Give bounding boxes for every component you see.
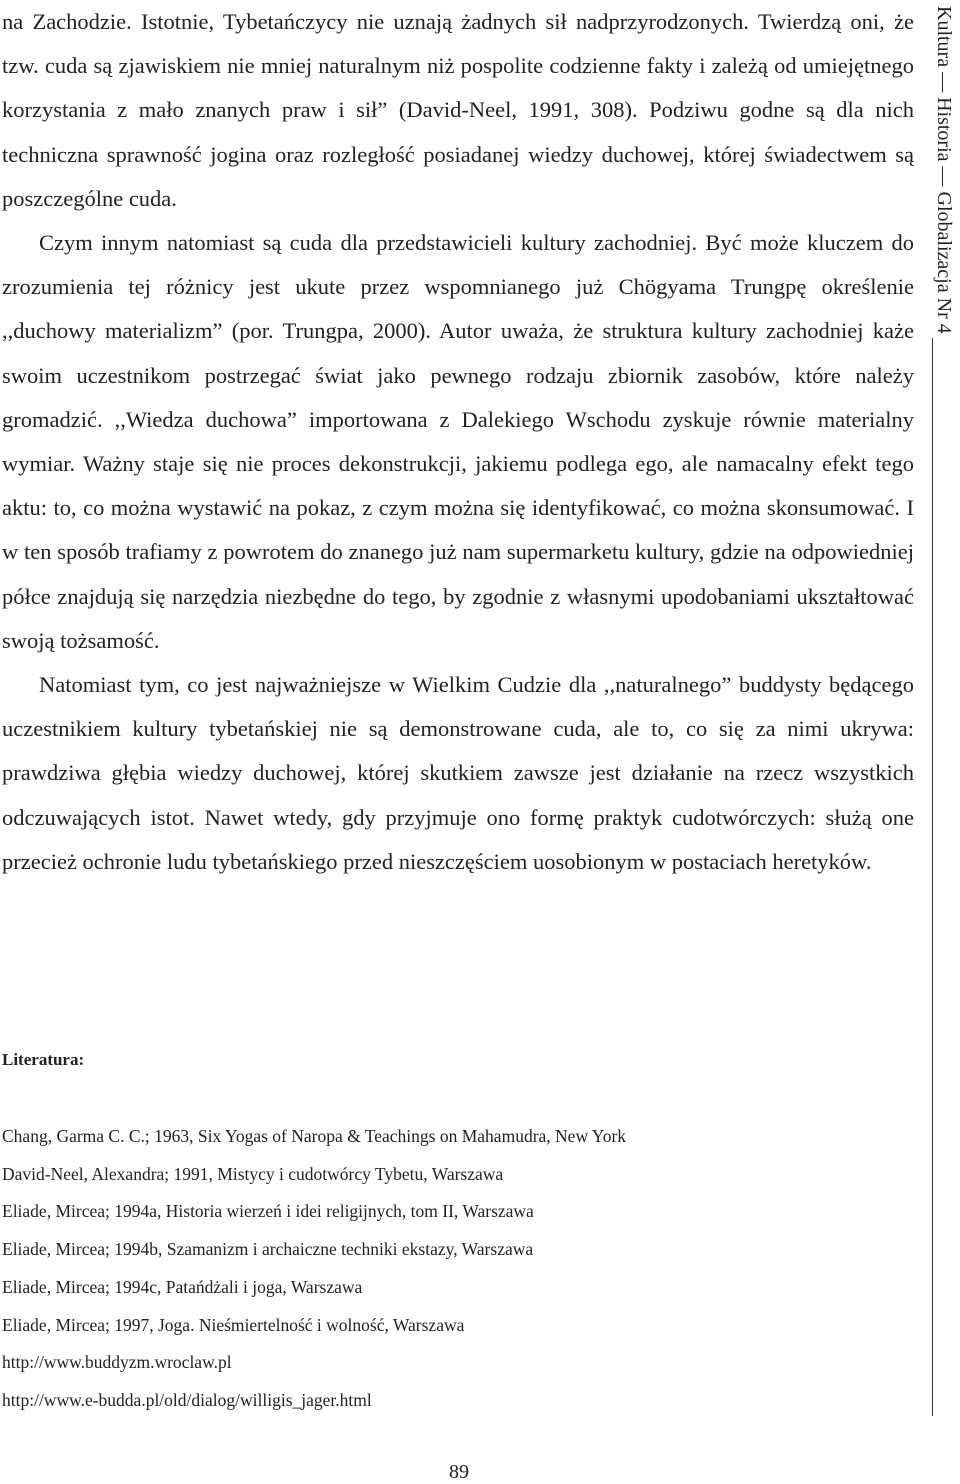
bibliography-link[interactable]: http://www.buddyzm.wroclaw.pl (2, 1352, 232, 1373)
paragraph-2: Czym innym natomiast są cuda dla przedstawicieli kultury zachodniej. Być może kluczem do zrozumienia tej różnicy jest ukute przez wspomnianego już Chögyama Trungpę określenie ,,duchowy materializm” (por. Trungpa, 2000). Autor uważa, że struktura kultury zachodniej każe swoim uczestnikom postrzegać świat jako pewnego rodzaju zbiornik zasobów, które należy gromadzić. ,,Wiedza duchowa” importowana z Dalekiego Wschodu zyskuje równie materialny wymiar. Ważny staje się nie proces dekonstrukcji, jakiemu podlega ego, ale namacalny efekt tego aktu: to, co można wystawić na pokaz, z czym można się identyfikować, co można skonsumować. I w ten sposób trafiamy z powrotem do znanego już nam supermarketu kultury, gdzie na odpowiedniej półce znajdują się narzędzia niezbędne do tego, by zgodnie z własnymi upodobaniami ukształtować swoją tożsamość. (2, 230, 914, 653)
bibliography-entry: David-Neel, Alexandra; 1991, Mistycy i cudotwórcy Tybetu, Warszawa (2, 1163, 504, 1184)
bibliography-entry: Eliade, Mircea; 1994c, Patańdżali i joga, Warszawa (2, 1276, 363, 1297)
bibliography-list (2, 1118, 882, 1420)
bibliography-entry: Chang, Garma C. C.; 1963, Six Yogas of Naropa & Teachings on Mahamudra, New York (2, 1126, 627, 1146)
bibliography-entry: Eliade, Mircea; 1994b, Szamanizm i archaiczne techniki ekstazy, Warszawa (2, 1239, 534, 1260)
paragraph-3: Natomiast tym, co jest najważniejsze w Wielkim Cudzie dla ,,naturalnego” buddysty będącego uczestnikiem kultury tybetańskiej nie są demonstrowane cuda, ale to, co się za nimi ukrywa: prawdziwa głębia wiedzy duchowej, której skutkiem zawsze jest działanie na rzecz wszystkich odczuwających istot. Nawet wtedy, gdy przyjmuje ono formę praktyk cudotwórczych: służą one przecież ochronie ludu tybetańskiego przed nieszczęściem uosobionym w postaciach heretyków. (2, 672, 914, 874)
bibliography-heading: Literatura: (2, 1050, 85, 1069)
paragraph-1: na Zachodzie. Istotnie, Tybetańczycy nie uznają żadnych sił nadprzyrodzonych. Twierdzą oni, że tzw. cuda są zjawiskiem nie mniej naturalnym niż pospolite codzienne fakty i zależą od umiejętnego korzystania z mało znanych praw i sił” (David-Neel, 1991, 308). Podziwu godne są dla nich techniczna sprawność jogina oraz rozległość posiadanej wiedzy duchowej, której świadectwem są poszczególne cuda. (2, 9, 914, 211)
page-number: 89 (449, 1461, 469, 1483)
running-head (930, 6, 958, 1416)
bibliography-link[interactable]: http://www.e-budda.pl/old/dialog/willigis_jager.html (2, 1389, 372, 1410)
bibliography-entry: Eliade, Mircea; 1994a, Historia wierzeń i idei religijnych, tom II, Warszawa (2, 1201, 534, 1222)
bibliography-entry: Eliade, Mircea; 1997, Joga. Nieśmiertelność i wolność, Warszawa (2, 1314, 465, 1335)
body-text (2, 0, 914, 884)
running-head-text: Kultura — Historia — Globalizacja Nr 4 (930, 6, 958, 338)
